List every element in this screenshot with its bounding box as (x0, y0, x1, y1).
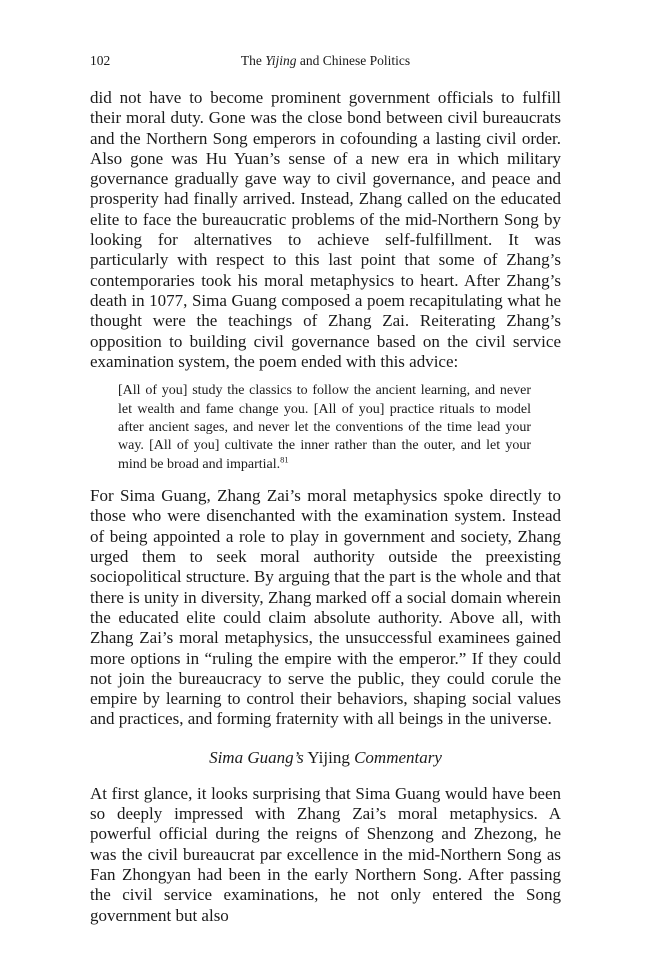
running-title-prefix: The (240, 53, 266, 68)
running-title-italic: Yijing (265, 53, 297, 68)
body-text (90, 88, 561, 926)
running-title (90, 52, 561, 70)
running-title-suffix: and Chinese Politics (296, 53, 411, 68)
paragraph-continuation: did not have to become prominent government officials to fulfill their moral duty. Gone was the close bond between civil bureaucrats and the Northern Song emperors in cofounding a lasting civil order. Also gone was Hu Yuan’s sense of a new era in which military governance gradually gave way to civil governance, and peace and prosperity had finally arrived. Instead, Zhang called on the educated elite to face the bureaucratic problems of the mid-Northern Song by looking for alternatives to achieve self-fulfillment. It was particularly with respect to this last point that some of Zhang’s contemporaries took his moral metaphysics to heart. After Zhang’s death in 1077, Sima Guang composed a poem recapitulating what he thought were the teachings of Zhang Zai. Reiterating Zhang’s opposition to building civil governance based on the civil service examination system, the poem ended with this advice: (90, 88, 561, 371)
paragraph-first-glance: At first glance, it looks surprising that Sima Guang would have been so deeply impressed with Zhang Zai’s moral metaphysics. A powerful official during the reigns of Shenzong and Zhezong, he was the civil bureaucrat par excellence in the mid-Northern Song as Fan Zhongyan had been in the early Northern Song. After passing the civil service examinations, he not only entered the Song government but also (90, 783, 561, 925)
paragraph-sima-guang: For Sima Guang, Zhang Zai’s moral metaphysics spoke directly to those who were disenchanted with the examination system. Instead of being appointed a role to play in government and society, Zhang urged them to seek moral authority outside the preexisting sociopolitical structure. By arguing that the part is the whole and that there is unity in diversity, Zhang marked off a social domain wherein the educated elite could claim absolute authority. Above all, with Zhang Zai’s moral metaphysics, the unsuccessful examinees gained more options in “ruling the empire with the emperor.” If they could not join the bureaucracy to serve the public, they could corule the empire by learning to control their behaviors, shaping social values and practices, and forming fraternity with all beings in the universe. (90, 486, 561, 729)
block-quote-text: [All of you] study the classics to follow the ancient learning, and never let wealth and fame change you. [All of you] practice rituals to model after ancient sages, and never let the conventions of the time lead your way. [All of you] cultivate the inner rather than the outer, and let your mind be broad and impartial. (118, 383, 531, 472)
page-number: 102 (90, 53, 111, 68)
section-heading-part-3: Commentary (354, 747, 442, 767)
book-page (90, 52, 561, 926)
section-heading-part-2: Yijing (303, 747, 355, 767)
footnote-marker: 81 (280, 454, 289, 465)
running-head (90, 52, 561, 74)
section-heading (90, 748, 561, 768)
section-heading-part-1: Sima Guang’s (209, 747, 304, 767)
block-quote (90, 382, 561, 474)
